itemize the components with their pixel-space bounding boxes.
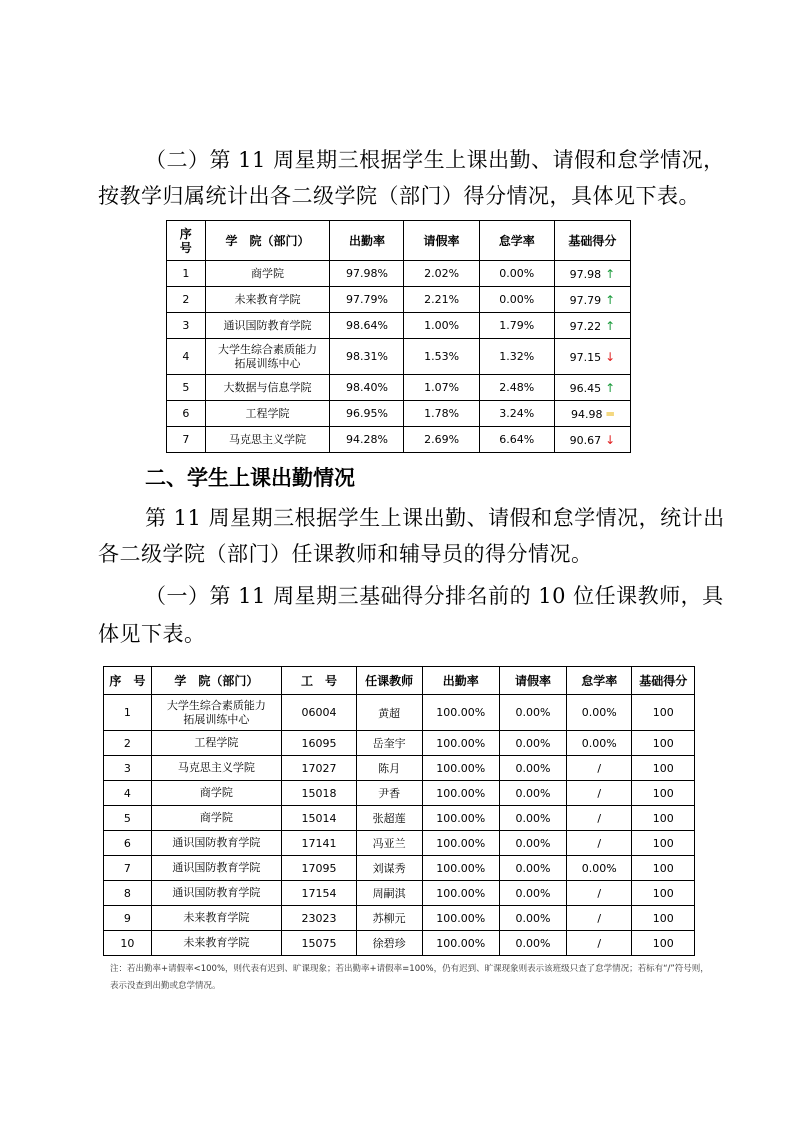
attendance-rate: 100.00% bbox=[422, 806, 499, 831]
base-score: 100 bbox=[632, 731, 695, 756]
table2-header-teacher: 任课教师 bbox=[356, 667, 422, 695]
employee-id: 15075 bbox=[282, 931, 357, 956]
leave-rate: 2.02% bbox=[404, 261, 479, 287]
table2-row bbox=[104, 906, 695, 931]
teacher-name: 徐碧珍 bbox=[356, 931, 422, 956]
trend-up-icon: ↑ bbox=[605, 266, 616, 281]
trend-up-icon: ↑ bbox=[605, 292, 616, 307]
college-name: 商学院 bbox=[151, 806, 281, 831]
attendance-rate: 100.00% bbox=[422, 906, 499, 931]
college-name: 工程学院 bbox=[151, 731, 281, 756]
attendance-rate: 100.00% bbox=[422, 731, 499, 756]
absence-rate: 0.00% bbox=[479, 261, 554, 287]
row-number: 9 bbox=[104, 906, 152, 931]
base-score: 100 bbox=[632, 831, 695, 856]
base-score: 100 bbox=[632, 856, 695, 881]
leave-rate: 0.00% bbox=[499, 781, 566, 806]
table2-header-attend: 出勤率 bbox=[422, 667, 499, 695]
base-score: 94.98 bbox=[571, 407, 603, 421]
college-name: 大学生综合素质能力拓展训练中心 bbox=[205, 339, 330, 375]
absence-rate: 6.64% bbox=[479, 427, 554, 453]
table2-header-row bbox=[104, 667, 695, 695]
table1-header-attend: 出勤率 bbox=[330, 221, 404, 261]
absence-rate: / bbox=[567, 806, 632, 831]
absence-rate: 0.00% bbox=[567, 856, 632, 881]
leave-rate: 0.00% bbox=[499, 695, 566, 731]
row-number: 3 bbox=[104, 756, 152, 781]
table2-row bbox=[104, 831, 695, 856]
table2-row bbox=[104, 781, 695, 806]
table1-header-score: 基础得分 bbox=[554, 221, 630, 261]
base-score: 97.15 bbox=[569, 350, 602, 364]
table1-row bbox=[167, 313, 631, 339]
base-score: 100 bbox=[632, 781, 695, 806]
attendance-rate: 100.00% bbox=[422, 781, 499, 806]
table2-header-id: 工 号 bbox=[282, 667, 357, 695]
base-score: 100 bbox=[632, 695, 695, 731]
row-number: 2 bbox=[167, 287, 206, 313]
college-name: 大学生综合素质能力拓展训练中心 bbox=[151, 695, 281, 731]
table2-row bbox=[104, 881, 695, 906]
table2-header-absent: 怠学率 bbox=[567, 667, 632, 695]
section1-para-line1: （二）第 11 周星期三根据学生上课出勤、请假和怠学情况， bbox=[145, 148, 725, 172]
table2-header-no: 序 号 bbox=[104, 667, 152, 695]
absence-rate: / bbox=[567, 881, 632, 906]
table2-header-score: 基础得分 bbox=[632, 667, 695, 695]
absence-rate: 1.32% bbox=[479, 339, 554, 375]
trend-eq-icon: ═ bbox=[606, 406, 614, 421]
absence-rate: / bbox=[567, 756, 632, 781]
attendance-rate: 100.00% bbox=[422, 856, 499, 881]
leave-rate: 0.00% bbox=[499, 881, 566, 906]
college-name: 未来教育学院 bbox=[205, 287, 330, 313]
teacher-name: 黄超 bbox=[356, 695, 422, 731]
leave-rate: 0.00% bbox=[499, 831, 566, 856]
college-name: 通识国防教育学院 bbox=[151, 856, 281, 881]
section2-para1-line2: 各二级学院（部门）任课教师和辅导员的得分情况。 bbox=[98, 542, 593, 566]
attendance-rate: 100.00% bbox=[422, 881, 499, 906]
employee-id: 17027 bbox=[282, 756, 357, 781]
base-score-cell bbox=[554, 287, 630, 313]
base-score: 97.98 bbox=[569, 267, 602, 281]
absence-rate: / bbox=[567, 931, 632, 956]
row-number: 6 bbox=[104, 831, 152, 856]
base-score: 100 bbox=[632, 806, 695, 831]
table1-header-row bbox=[167, 221, 631, 261]
employee-id: 23023 bbox=[282, 906, 357, 931]
trend-up-icon: ↑ bbox=[605, 380, 616, 395]
teacher-name: 张超莲 bbox=[356, 806, 422, 831]
row-number: 4 bbox=[167, 339, 206, 375]
trend-down-icon: ↓ bbox=[605, 349, 616, 364]
employee-id: 17095 bbox=[282, 856, 357, 881]
college-name: 未来教育学院 bbox=[151, 906, 281, 931]
employee-id: 16095 bbox=[282, 731, 357, 756]
college-name: 马克思主义学院 bbox=[205, 427, 330, 453]
attendance-rate: 96.95% bbox=[330, 401, 404, 427]
college-name: 商学院 bbox=[205, 261, 330, 287]
table-note: 注：若出勤率+请假率<100%，则代表有迟到、旷课现象；若出勤率+请假率=100%，仍有迟到、旷课现象则表示该班级只查了怠学情况；若标有“/”符号则，表示没查到出勤或怠学情况。 bbox=[110, 964, 709, 991]
attendance-rate: 100.00% bbox=[422, 831, 499, 856]
college-name: 大数据与信息学院 bbox=[205, 375, 330, 401]
row-number: 1 bbox=[104, 695, 152, 731]
college-name: 商学院 bbox=[151, 781, 281, 806]
table1-row bbox=[167, 401, 631, 427]
table2-row bbox=[104, 731, 695, 756]
row-number: 1 bbox=[167, 261, 206, 287]
leave-rate: 1.00% bbox=[404, 313, 479, 339]
college-score-table bbox=[166, 220, 631, 453]
employee-id: 15018 bbox=[282, 781, 357, 806]
section2-para2-line1: （一）第 11 周星期三基础得分排名前的 10 位任课教师，具 bbox=[145, 584, 724, 608]
base-score: 100 bbox=[632, 931, 695, 956]
trend-up-icon: ↑ bbox=[605, 318, 616, 333]
absence-rate: 0.00% bbox=[567, 695, 632, 731]
table2-row bbox=[104, 806, 695, 831]
base-score-cell bbox=[554, 313, 630, 339]
teacher-name: 苏柳元 bbox=[356, 906, 422, 931]
attendance-rate: 97.98% bbox=[330, 261, 404, 287]
row-number: 5 bbox=[167, 375, 206, 401]
leave-rate: 1.07% bbox=[404, 375, 479, 401]
trend-down-icon: ↓ bbox=[605, 432, 616, 447]
college-name: 未来教育学院 bbox=[151, 931, 281, 956]
base-score-cell bbox=[554, 401, 630, 427]
employee-id: 17141 bbox=[282, 831, 357, 856]
leave-rate: 0.00% bbox=[499, 756, 566, 781]
attendance-rate: 98.64% bbox=[330, 313, 404, 339]
base-score: 97.22 bbox=[569, 319, 602, 333]
row-number: 2 bbox=[104, 731, 152, 756]
college-name: 通识国防教育学院 bbox=[151, 881, 281, 906]
row-number: 5 bbox=[104, 806, 152, 831]
table1-row bbox=[167, 427, 631, 453]
table1-row bbox=[167, 339, 631, 375]
leave-rate: 2.69% bbox=[404, 427, 479, 453]
base-score: 96.45 bbox=[569, 381, 602, 395]
attendance-rate: 94.28% bbox=[330, 427, 404, 453]
absence-rate: / bbox=[567, 831, 632, 856]
section2-para2-line2: 体见下表。 bbox=[98, 622, 206, 646]
attendance-rate: 100.00% bbox=[422, 931, 499, 956]
table1-header-absent: 怠学率 bbox=[479, 221, 554, 261]
leave-rate: 1.78% bbox=[404, 401, 479, 427]
absence-rate: 0.00% bbox=[567, 731, 632, 756]
base-score-cell bbox=[554, 375, 630, 401]
attendance-rate: 97.79% bbox=[330, 287, 404, 313]
base-score: 100 bbox=[632, 881, 695, 906]
absence-rate: 0.00% bbox=[479, 287, 554, 313]
leave-rate: 0.00% bbox=[499, 931, 566, 956]
section2-para1-line1: 第 11 周星期三根据学生上课出勤、请假和怠学情况，统计出 bbox=[145, 506, 725, 530]
table2-row bbox=[104, 931, 695, 956]
table2-row bbox=[104, 756, 695, 781]
table1-header-no: 序 号 bbox=[167, 221, 206, 261]
table1-row bbox=[167, 375, 631, 401]
absence-rate: 3.24% bbox=[479, 401, 554, 427]
leave-rate: 0.00% bbox=[499, 806, 566, 831]
employee-id: 17154 bbox=[282, 881, 357, 906]
row-number: 4 bbox=[104, 781, 152, 806]
row-number: 3 bbox=[167, 313, 206, 339]
table1-row bbox=[167, 261, 631, 287]
table1-header-college: 学 院（部门） bbox=[205, 221, 330, 261]
teacher-score-table bbox=[103, 666, 695, 956]
base-score-cell bbox=[554, 339, 630, 375]
college-name: 通识国防教育学院 bbox=[205, 313, 330, 339]
teacher-name: 尹香 bbox=[356, 781, 422, 806]
table2-header-college: 学 院（部门） bbox=[151, 667, 281, 695]
row-number: 10 bbox=[104, 931, 152, 956]
teacher-name: 岳奎宇 bbox=[356, 731, 422, 756]
base-score: 100 bbox=[632, 756, 695, 781]
leave-rate: 0.00% bbox=[499, 906, 566, 931]
leave-rate: 0.00% bbox=[499, 731, 566, 756]
teacher-name: 刘谋秀 bbox=[356, 856, 422, 881]
college-name: 通识国防教育学院 bbox=[151, 831, 281, 856]
leave-rate: 2.21% bbox=[404, 287, 479, 313]
college-name: 工程学院 bbox=[205, 401, 330, 427]
attendance-rate: 98.40% bbox=[330, 375, 404, 401]
absence-rate: 2.48% bbox=[479, 375, 554, 401]
absence-rate: 1.79% bbox=[479, 313, 554, 339]
base-score-cell bbox=[554, 427, 630, 453]
row-number: 7 bbox=[167, 427, 206, 453]
employee-id: 15014 bbox=[282, 806, 357, 831]
teacher-name: 周嗣淇 bbox=[356, 881, 422, 906]
table2-row bbox=[104, 695, 695, 731]
section2-heading: 二、学生上课出勤情况 bbox=[145, 466, 355, 490]
college-name: 马克思主义学院 bbox=[151, 756, 281, 781]
leave-rate: 0.00% bbox=[499, 856, 566, 881]
section1-para-line2: 按教学归属统计出各二级学院（部门）得分情况，具体见下表。 bbox=[98, 184, 700, 208]
leave-rate: 1.53% bbox=[404, 339, 479, 375]
row-number: 7 bbox=[104, 856, 152, 881]
base-score-cell bbox=[554, 261, 630, 287]
teacher-name: 冯亚兰 bbox=[356, 831, 422, 856]
row-number: 8 bbox=[104, 881, 152, 906]
absence-rate: / bbox=[567, 906, 632, 931]
base-score: 97.79 bbox=[569, 293, 602, 307]
base-score: 90.67 bbox=[569, 433, 602, 447]
row-number: 6 bbox=[167, 401, 206, 427]
teacher-name: 陈月 bbox=[356, 756, 422, 781]
table1-row bbox=[167, 287, 631, 313]
attendance-rate: 100.00% bbox=[422, 695, 499, 731]
table2-header-leave: 请假率 bbox=[499, 667, 566, 695]
table1-header-leave: 请假率 bbox=[404, 221, 479, 261]
absence-rate: / bbox=[567, 781, 632, 806]
table2-row bbox=[104, 856, 695, 881]
attendance-rate: 98.31% bbox=[330, 339, 404, 375]
base-score: 100 bbox=[632, 906, 695, 931]
attendance-rate: 100.00% bbox=[422, 756, 499, 781]
employee-id: 06004 bbox=[282, 695, 357, 731]
